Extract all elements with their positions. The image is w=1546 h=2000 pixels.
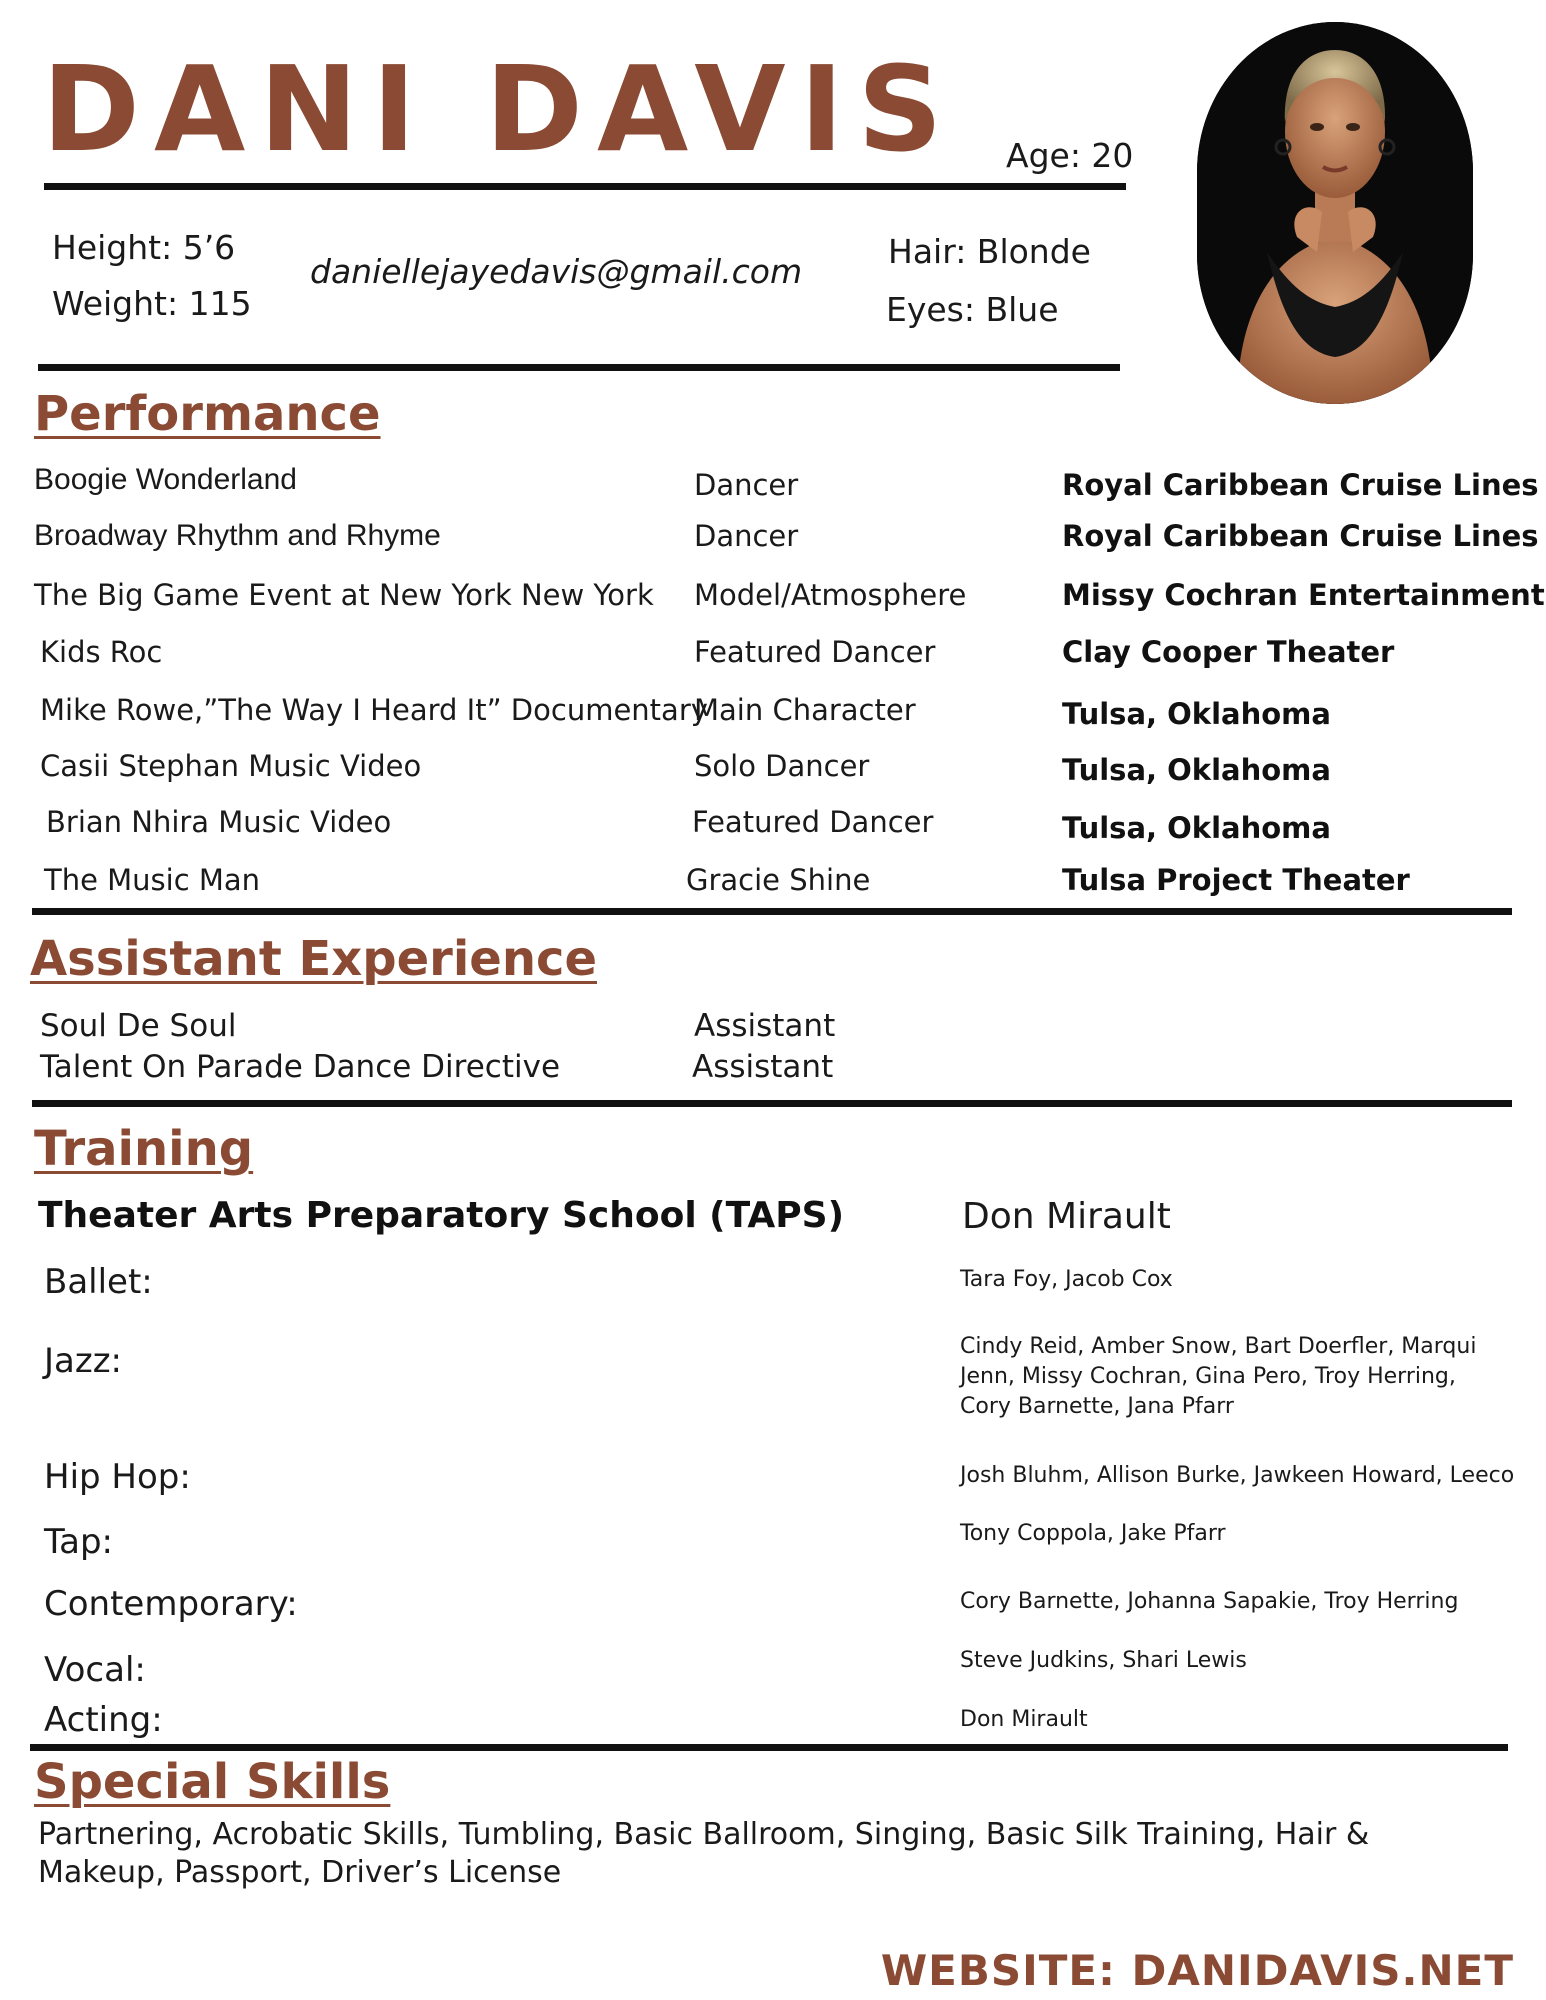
training-teachers: Tara Foy, Jacob Cox (960, 1267, 1173, 1292)
performance-show: The Big Game Event at New York New York (34, 578, 654, 612)
performance-company: Clay Cooper Theater (1062, 635, 1395, 669)
training-style: Acting: (44, 1700, 163, 1740)
performance-company: Royal Caribbean Cruise Lines (1062, 468, 1539, 502)
training-teachers: Josh Bluhm, Allison Burke, Jawkeen Howard, Leeco (960, 1463, 1515, 1488)
performance-row (0, 635, 1546, 675)
weight-text: Weight: 115 (52, 284, 252, 323)
performance-role: Dancer (694, 519, 799, 553)
performance-company: Tulsa Project Theater (1062, 863, 1410, 897)
performance-show: Mike Rowe,”The Way I Heard It” Documentary (40, 693, 708, 727)
performance-row (0, 463, 1546, 503)
training-teachers: Tony Coppola, Jake Pfarr (960, 1521, 1226, 1546)
training-director: Don Mirault (962, 1196, 1171, 1237)
performance-role: Solo Dancer (694, 749, 870, 783)
performance-heading: Performance (34, 386, 381, 442)
website-link[interactable]: WEBSITE: DANIDAVIS.NET (880, 1946, 1514, 1995)
hair-text: Hair: Blonde (888, 232, 1091, 271)
performance-divider (32, 908, 1512, 915)
performance-role: Main Character (694, 693, 916, 727)
performance-company: Missy Cochran Entertainment (1062, 578, 1545, 612)
training-teachers: Cory Barnette, Johanna Sapakie, Troy Herring (960, 1589, 1459, 1614)
performance-row (0, 805, 1546, 845)
training-heading: Training (34, 1121, 254, 1177)
skills-heading: Special Skills (34, 1754, 391, 1810)
performance-role: Model/Atmosphere (694, 578, 967, 612)
portrait-illustration (1197, 22, 1473, 404)
performance-row (0, 693, 1546, 733)
performance-company: Tulsa, Oklahoma (1062, 753, 1331, 787)
training-style: Hip Hop: (44, 1457, 191, 1497)
eyes-text: Eyes: Blue (886, 290, 1059, 329)
height-text: Height: 5’6 (52, 228, 236, 267)
performance-company: Royal Caribbean Cruise Lines (1062, 519, 1539, 553)
performance-role: Dancer (694, 468, 799, 502)
assistant-name: Talent On Parade Dance Directive (40, 1049, 561, 1085)
performance-show: Boogie Wonderland (34, 463, 297, 496)
training-teachers: Don Mirault (960, 1707, 1088, 1732)
headshot-photo (1197, 22, 1473, 404)
performance-show: Broadway Rhythm and Rhyme (34, 519, 441, 552)
performance-role: Featured Dancer (692, 805, 934, 839)
performance-row (0, 519, 1546, 559)
assistant-heading: Assistant Experience (30, 931, 597, 987)
performance-role: Featured Dancer (694, 635, 936, 669)
training-school: Theater Arts Preparatory School (TAPS) (38, 1195, 845, 1236)
performance-role: Gracie Shine (686, 863, 871, 897)
header-divider (44, 183, 1126, 190)
assistant-name: Soul De Soul (40, 1008, 237, 1044)
email-link[interactable]: daniellejayedavis@gmail.com (310, 252, 803, 291)
training-teachers: Cindy Reid, Amber Snow, Bart Doerfler, Marqui Jenn, Missy Cochran, Gina Pero, Troy Herring, Cory Barnette, Jana Pfarr (960, 1334, 1477, 1419)
training-style: Contemporary: (44, 1584, 298, 1624)
performance-row (0, 749, 1546, 789)
training-style: Jazz: (44, 1341, 123, 1381)
training-teachers: Steve Judkins, Shari Lewis (960, 1648, 1247, 1673)
resume-name: DANI DAVIS (42, 40, 957, 178)
training-style: Tap: (44, 1522, 114, 1562)
training-divider (30, 1744, 1508, 1751)
performance-show: Casii Stephan Music Video (40, 749, 422, 783)
performance-show: Kids Roc (40, 635, 163, 669)
info-divider (38, 364, 1120, 371)
performance-show: Brian Nhira Music Video (46, 805, 392, 839)
performance-show: The Music Man (44, 863, 261, 897)
assistant-role: Assistant (692, 1049, 834, 1085)
assistant-divider (32, 1100, 1512, 1107)
training-style: Ballet: (44, 1262, 153, 1302)
performance-row (0, 578, 1546, 618)
assistant-role: Assistant (694, 1008, 836, 1044)
performance-company: Tulsa, Oklahoma (1062, 811, 1331, 845)
age-text: Age: 20 (1006, 136, 1134, 175)
training-style: Vocal: (44, 1650, 146, 1690)
skills-text: Partnering, Acrobatic Skills, Tumbling, Basic Ballroom, Singing, Basic Silk Training, Hair & Makeup, Passport, Driver’s License (38, 1817, 1370, 1890)
performance-row (0, 863, 1546, 903)
performance-company: Tulsa, Oklahoma (1062, 697, 1331, 731)
